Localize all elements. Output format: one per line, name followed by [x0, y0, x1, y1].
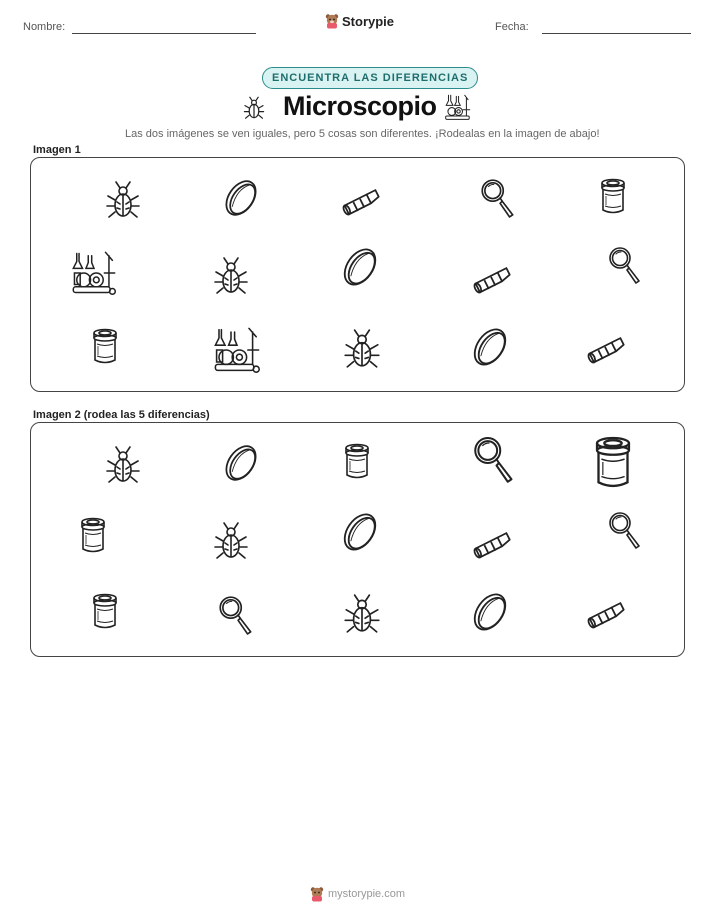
image1-item [103, 180, 143, 220]
telescope-icon [469, 256, 513, 300]
image1-item [338, 178, 382, 222]
name-line[interactable] [72, 33, 256, 34]
image1-item [469, 256, 513, 300]
telescope-icon [338, 178, 382, 222]
date-line[interactable] [542, 33, 691, 34]
title-bug-icon [242, 95, 266, 126]
image2-item[interactable] [211, 521, 251, 561]
jar-icon [73, 515, 113, 555]
image1-item [213, 326, 261, 374]
image2-item[interactable] [215, 593, 257, 635]
bug-icon [242, 95, 266, 121]
footer [310, 886, 405, 902]
image2-label: Imagen 2 (rodea las 5 diferencias) [33, 409, 210, 421]
magnifier-icon [215, 593, 257, 635]
telescope-icon [469, 521, 513, 565]
image2-item[interactable] [583, 591, 627, 635]
image2-item[interactable] [605, 509, 645, 549]
lab-equipment-icon [71, 250, 117, 296]
lens-icon [219, 441, 263, 485]
image2-item[interactable] [469, 433, 519, 483]
brand-name: Storypie [342, 13, 395, 29]
image2-panel[interactable] [30, 422, 685, 657]
lens-icon [337, 244, 383, 290]
image2-item[interactable] [219, 441, 263, 485]
lens-icon [219, 176, 263, 220]
jar-icon [593, 176, 633, 216]
jar-icon [337, 441, 377, 481]
jar-icon [85, 326, 125, 366]
jar-icon [584, 433, 642, 491]
lens-icon [337, 509, 383, 555]
bug-icon [103, 445, 143, 485]
image2-item[interactable] [584, 433, 642, 491]
lens-icon [467, 324, 513, 370]
image1-item [337, 244, 383, 290]
image1-panel [30, 157, 685, 392]
bug-icon [341, 593, 383, 635]
image2-item[interactable] [467, 589, 513, 635]
magnifier-icon [605, 244, 645, 284]
activity-badge: ENCUENTRA LAS DIFERENCIAS [262, 67, 478, 89]
magnifier-icon [469, 433, 519, 483]
lab-equipment-icon [444, 93, 472, 121]
telescope-icon [583, 591, 627, 635]
image1-item [85, 326, 125, 366]
jar-icon [85, 591, 125, 631]
image1-item [211, 256, 251, 296]
bear-logo-icon [310, 886, 324, 902]
image1-item [341, 328, 383, 370]
image1-item [583, 326, 627, 370]
image2-item[interactable] [73, 515, 113, 555]
date-label: Fecha: [495, 21, 529, 33]
name-label: Nombre: [23, 21, 66, 33]
bug-icon [341, 328, 383, 370]
magnifier-icon [477, 176, 519, 218]
image1-item [605, 244, 645, 284]
image2-item[interactable] [103, 445, 143, 485]
image2-item[interactable] [337, 509, 383, 555]
image2-item[interactable] [341, 593, 383, 635]
bug-icon [103, 180, 143, 220]
lab-equipment-icon [213, 326, 261, 374]
instructions-text: Las dos imágenes se ven iguales, pero 5 cosas son diferentes. ¡Rodealas en la imagen de abajo! [125, 128, 600, 140]
magnifier-icon [605, 509, 645, 549]
image2-item[interactable] [469, 521, 513, 565]
brand-logo [325, 13, 394, 29]
image2-item[interactable] [337, 441, 377, 481]
image1-item [593, 176, 633, 216]
lens-icon [467, 589, 513, 635]
bug-icon [211, 256, 251, 296]
image1-item [467, 324, 513, 370]
image1-item [477, 176, 519, 218]
title-lab-icon [444, 93, 472, 126]
telescope-icon [583, 326, 627, 370]
image1-item [71, 250, 117, 296]
image1-label: Imagen 1 [33, 144, 81, 156]
footer-url: mystorypie.com [328, 888, 406, 900]
image2-item[interactable] [85, 591, 125, 631]
image1-item [219, 176, 263, 220]
bug-icon [211, 521, 251, 561]
bear-logo-icon [325, 13, 339, 29]
page-title: Microscopio [283, 91, 437, 121]
